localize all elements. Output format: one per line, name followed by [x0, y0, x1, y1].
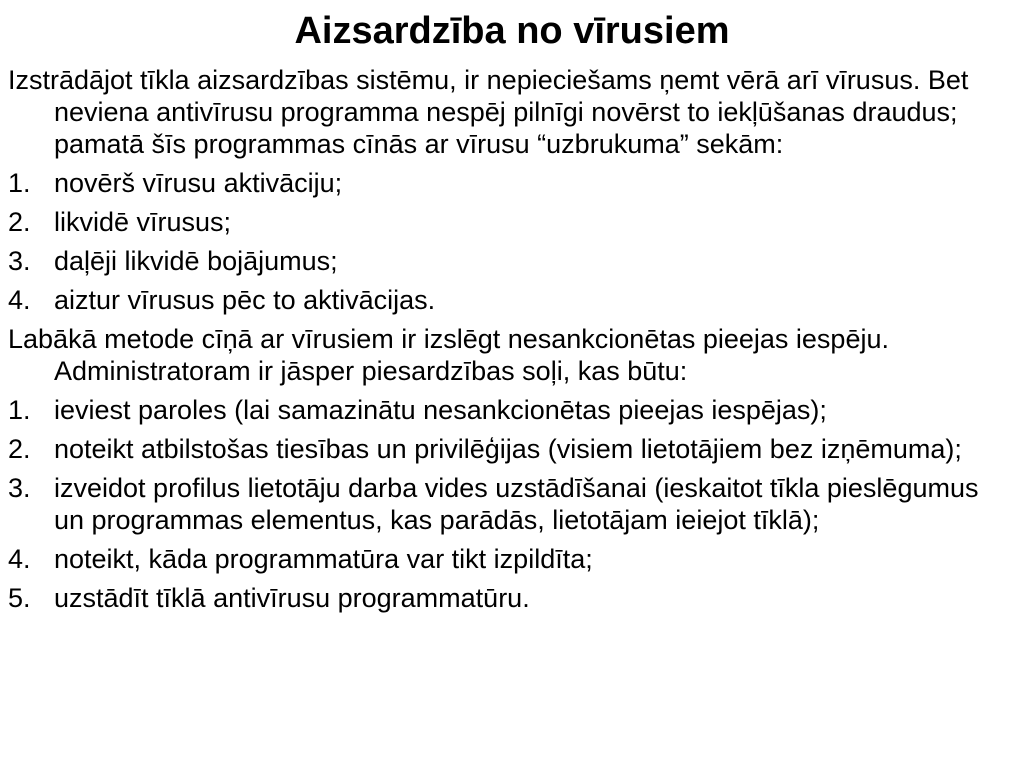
middle-paragraph: Labākā metode cīņā ar vīrusiem ir izslēgt nesankcionētas pieejas iespēju. Administratoram ir jāsper piesardzības soļi, kas būtu: — [8, 324, 889, 386]
list-item-text: izveidot profilus lietotāju darba vides uzstādīšanai (ieskaitot tīkla pieslēgumus un programmas elementus, kas parādās, lietotājam ieiejot tīklā); — [54, 473, 979, 535]
list-item-text: likvidē vīrusus; — [54, 207, 232, 237]
list-item-number: 4. — [8, 544, 31, 574]
intro-paragraph: Izstrādājot tīkla aizsardzības sistēmu, ir nepieciešams ņemt vērā arī vīrusus. Bet neviena antivīrusu programma nespēj pilnīgi novērst to iekļūšanas draudus; pamatā šīs programmas cīnās ar vīrusu “uzbrukuma” sekām: — [8, 65, 969, 159]
list-item — [8, 543, 1008, 575]
list-item-number: 5. — [8, 583, 31, 613]
list-item-number: 1. — [8, 168, 31, 198]
list-item-number: 2. — [8, 207, 31, 237]
list-item-text: aiztur vīrusus pēc to aktivācijas. — [54, 285, 436, 315]
list-item — [8, 394, 1008, 426]
list-item-number: 1. — [8, 395, 31, 425]
list-item — [8, 167, 1008, 199]
list-item — [8, 284, 1008, 316]
slide-body — [8, 64, 1008, 621]
list-item-number: 4. — [8, 285, 31, 315]
slide-title: Aizsardzība no vīrusiem — [294, 10, 730, 52]
list-item-number: 3. — [8, 246, 31, 276]
list-item — [8, 472, 1008, 536]
list-item — [8, 206, 1008, 238]
list-item-text: daļēji likvidē bojājumus; — [54, 246, 338, 276]
list-item-text: noteikt atbilstošas tiesības un privilēģijas (visiem lietotājiem bez izņēmuma); — [54, 434, 962, 464]
list-item-text: uzstādīt tīklā antivīrusu programmatūru. — [54, 583, 530, 613]
effects-list — [8, 167, 1008, 316]
list-item-text: ieviest paroles (lai samazinātu nesankcionētas pieejas iespējas); — [54, 395, 827, 425]
list-item — [8, 245, 1008, 277]
list-item-number: 2. — [8, 434, 31, 464]
list-item-number: 3. — [8, 473, 31, 503]
precautions-list — [8, 394, 1008, 614]
list-item — [8, 433, 1008, 465]
list-item-text: noteikt, kāda programmatūra var tikt izpildīta; — [54, 544, 593, 574]
list-item-text: novērš vīrusu aktivāciju; — [54, 168, 343, 198]
list-item — [8, 582, 1008, 614]
